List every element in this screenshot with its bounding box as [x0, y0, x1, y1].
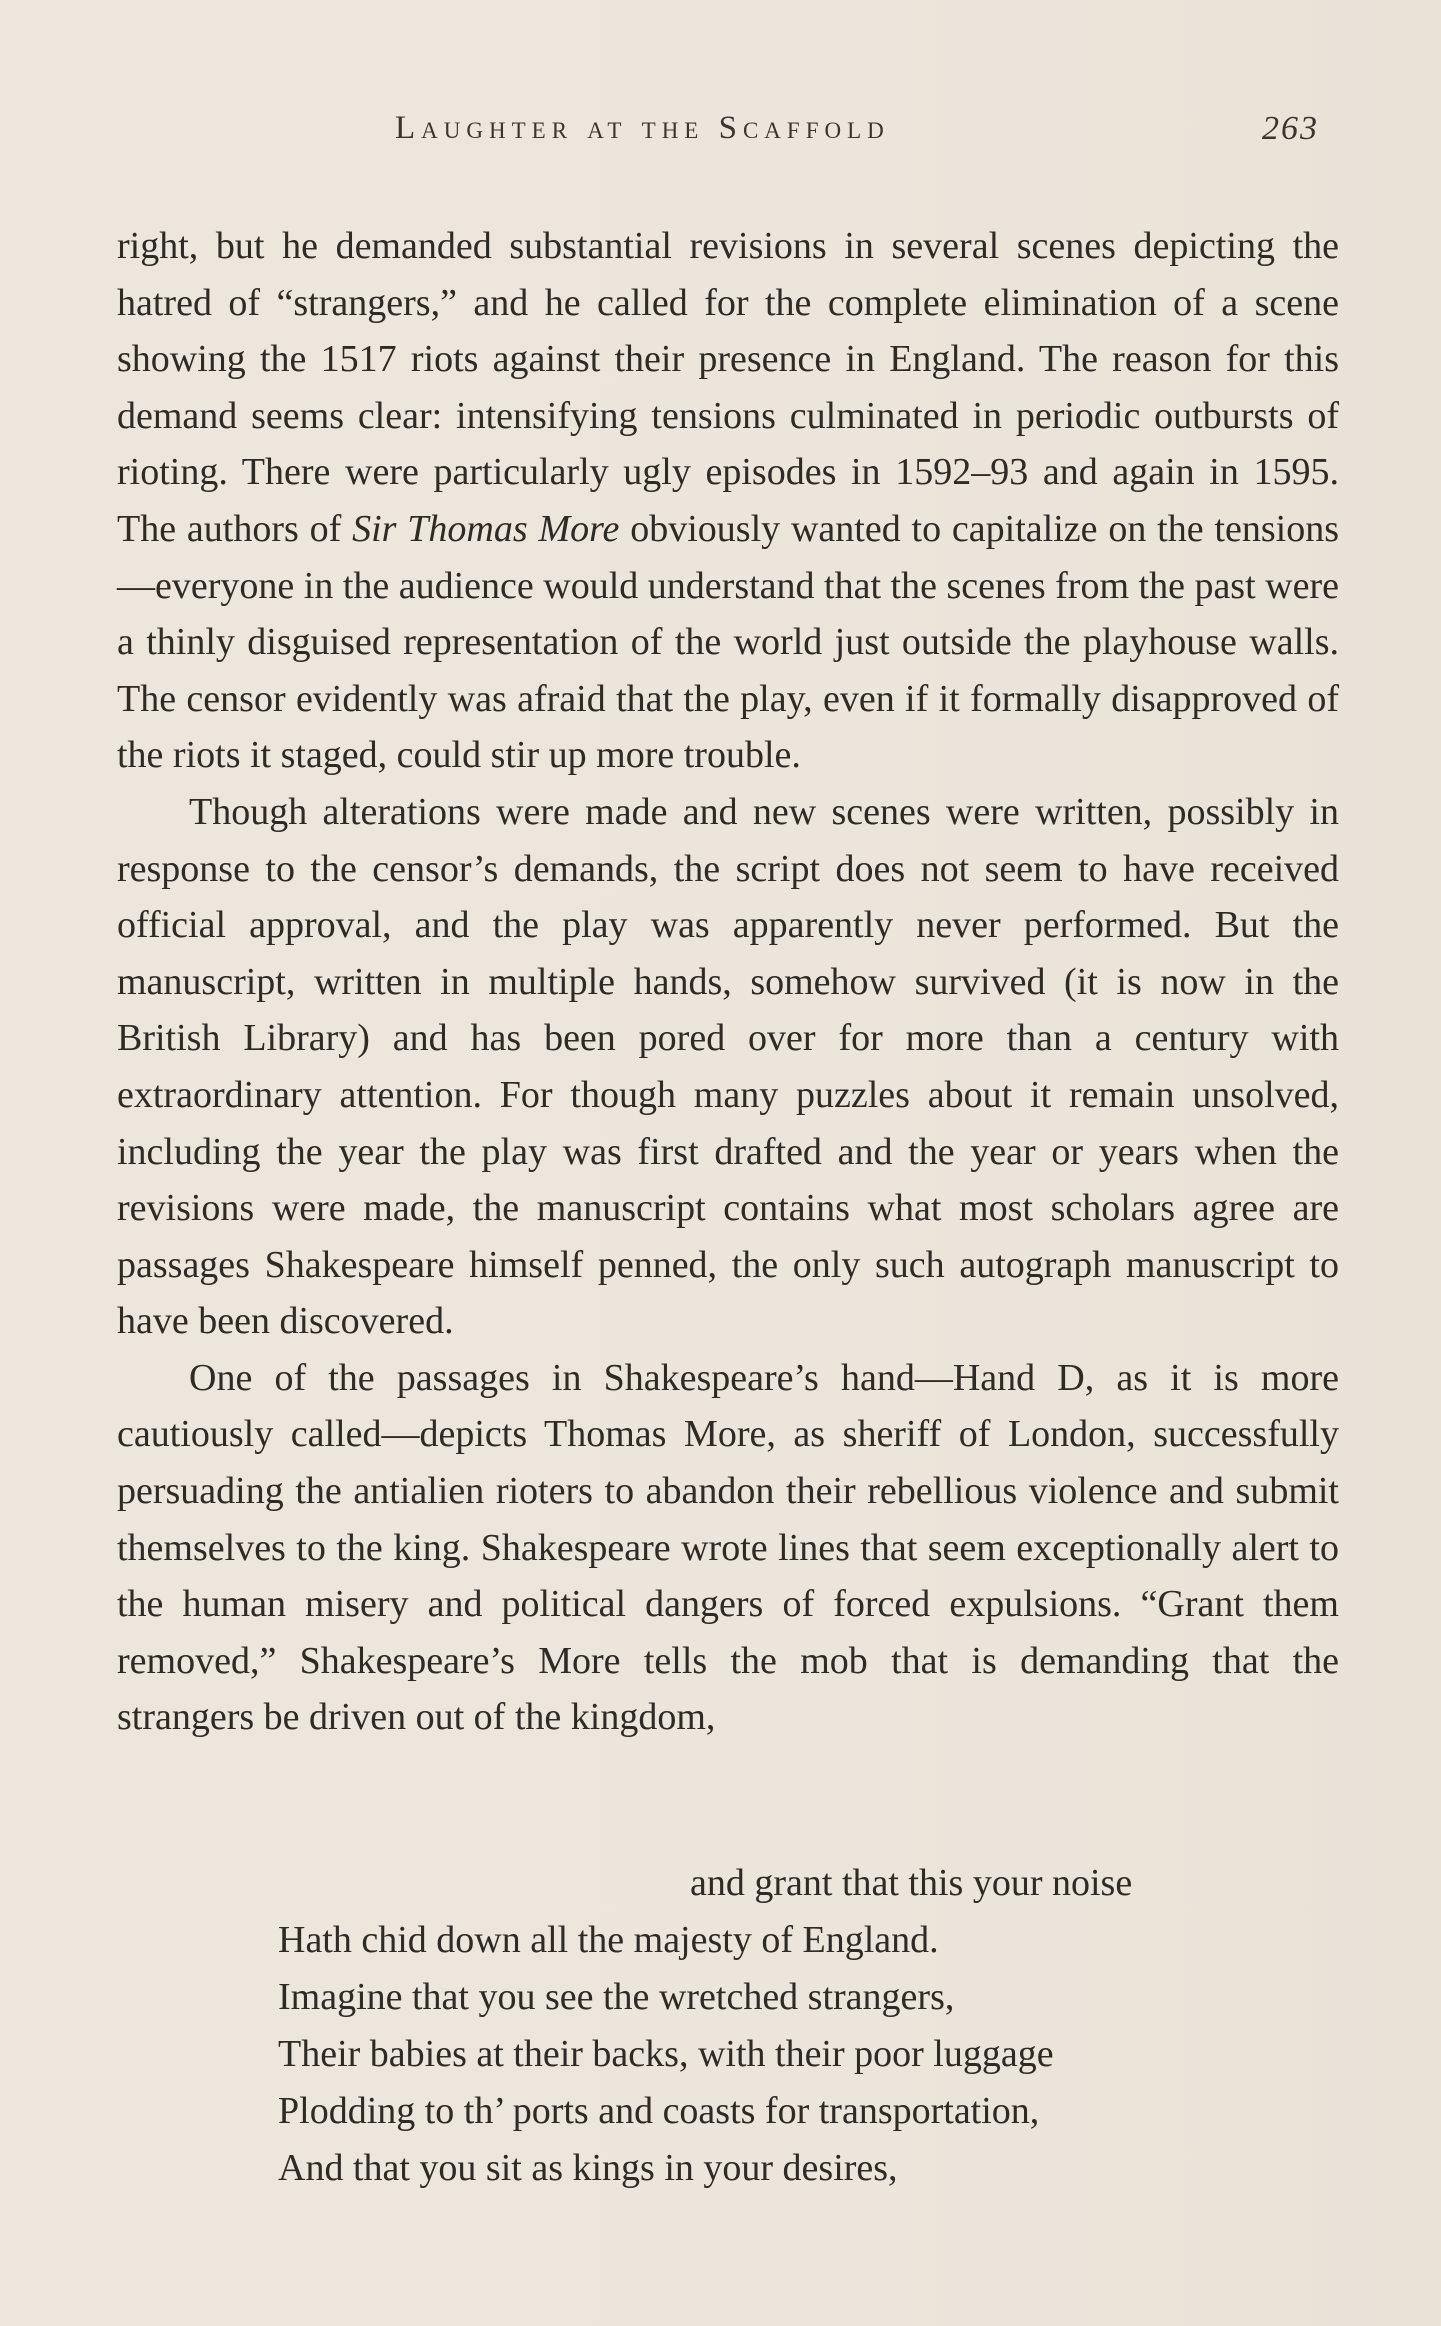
verse-line: and grant that this your noise	[690, 1862, 1133, 1904]
page-number: 263	[1262, 110, 1319, 147]
paragraph-2: Though alterations were made and new scenes were written, possibly in response to the censor’s demands, the script does not seem to have received official approval, and the play was apparently never performed. But the manuscript, written in multiple hands, somehow survived (it is now in the British Library) and has been pored over for more than a century with extraordinary attention. For though many puzzles about it remain unsolved, including the year the play was first drafted and the year or years when the revisions were made, the manuscript contains what most scholars agree are passages Shakespeare himself penned, the only such autograph manuscript to have been discovered.	[117, 790, 1339, 1343]
paragraph-1-text-end: obviously wanted to capitalize on the tensions—everyone in the audience would understand that the scenes from the past were a thinly disguised representation of the world just outside the playhouse walls. The censor evidently was afraid that the play, even if it formally disapproved of the riots it staged, could stir up more trouble.	[117, 507, 1339, 777]
paragraph-1	[117, 218, 1339, 784]
verse-quotation	[278, 1855, 1258, 2197]
running-title: Laughter at the Scaffold	[395, 110, 890, 146]
body-text	[117, 218, 1339, 1746]
verse-line: And that you sit as kings in your desires,	[278, 2147, 898, 2189]
verse-line: Their babies at their backs, with their poor luggage	[278, 2033, 1054, 2075]
paragraph-1-text-start: right, but he demanded substantial revisions in several scenes depicting the hatred of “strangers,” and he called for the complete elimination of a scene showing the 1517 riots against their presence in England. The reason for this demand seems clear: intensifying tensions culminated in periodic outbursts of rioting. There were particularly ugly episodes in 1592–93 and again in 1595. The authors of	[117, 225, 1339, 550]
verse-line: Hath chid down all the majesty of England.	[278, 1919, 939, 1961]
play-title: Sir Thomas More	[352, 507, 620, 550]
verse-line: Plodding to th’ ports and coasts for transportation,	[278, 2090, 1040, 2132]
paragraph-3: One of the passages in Shakespeare’s hand—Hand D, as it is more cautiously called—depicts Thomas More, as sheriff of London, successfully persuading the antialien rioters to abandon their rebellious violence and submit themselves to the king. Shakespeare wrote lines that seem exceptionally alert to the human misery and political dangers of forced expulsions. “Grant them removed,” Shakespeare’s More tells the mob that is demanding that the strangers be driven out of the kingdom,	[117, 1356, 1339, 1739]
running-head	[0, 110, 1441, 160]
verse-line: Imagine that you see the wretched strangers,	[278, 1976, 955, 2018]
